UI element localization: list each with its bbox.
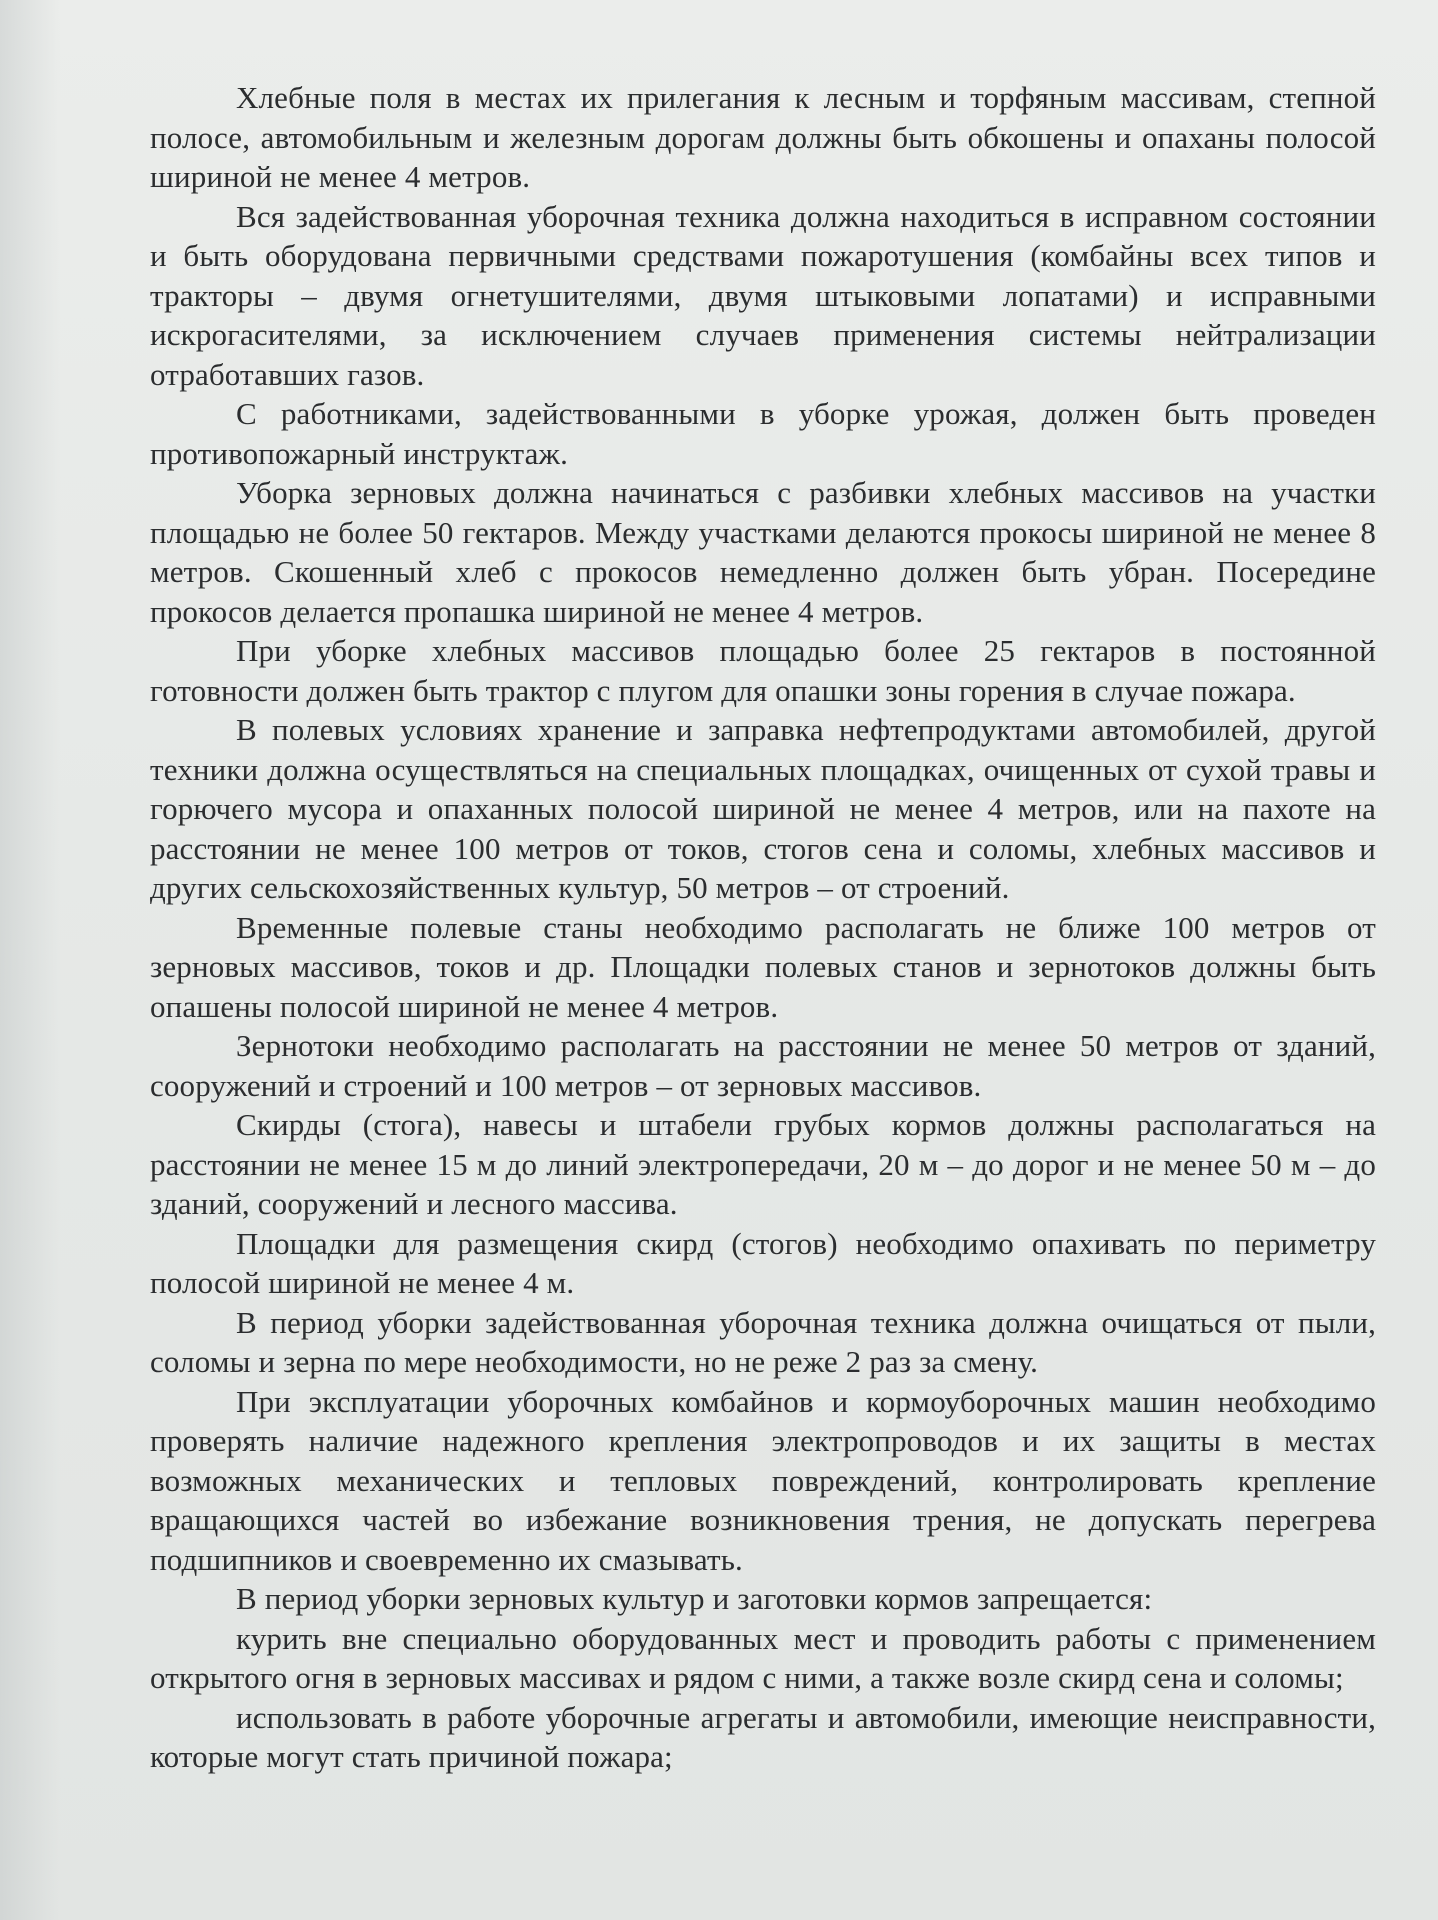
paragraph-field-camps: Временные полевые станы необходимо располагать не ближе 100 метров от зерновых массивов, токов и др. Площадки полевых станов и зернотоков должны быть опашены полосой шириной не менее 4 метров. (150, 909, 1376, 1024)
paragraph-stack-sites: Площадки для размещения скирд (стогов) необходимо опахивать по периметру полосой шириной не менее 4 м. (150, 1225, 1376, 1300)
paragraph-grain-floors: Зернотоки необходимо располагать на расстоянии не менее 50 метров от зданий, сооружений и строений и 100 метров – от зерновых массивов. (150, 1028, 1376, 1103)
paragraph-no-smoking: курить вне специально оборудованных мест и проводить работы с применением открытого огня в зерновых массивах и рядом с ними, а также возле скирд сена и соломы; (150, 1620, 1376, 1695)
paragraph-equipment-readiness: Вся задействованная уборочная техника должна находиться в исправном состоянии и быть оборудована первичными средствами пожаротушения (комбайны всех типов и тракторы – двумя огнетушителями, двумя штыковыми лопатами) и исправными искрогасителями, за исключением случаев применения системы нейтрализации отработавших газов. (150, 198, 1376, 392)
paragraph-equipment-cleaning: В период уборки задействованная уборочная техника должна очищаться от пыли, соломы и зерна по мере необходимости, но не реже 2 раз за смену. (150, 1304, 1376, 1379)
paragraph-field-mowing: Хлебные поля в местах их прилегания к лесным и торфяным массивам, степной полосе, автомобильным и железным дорогам должны быть обкошены и опаханы полосой шириной не менее 4 метров. (150, 80, 1376, 194)
page-edge-shadow (0, 0, 60, 1920)
paragraph-combine-operation: При эксплуатации уборочных комбайнов и кормоуборочных машин необходимо проверять наличие надежного крепления электропроводов и их защиты в местах возможных механических и тепловых повреждений, контролировать крепление вращающихся частей во избежание возникновения трения, не допускать перегрева подшипников и своевременно их смазывать. (150, 1383, 1376, 1577)
paragraph-faulty-machines: использовать в работе уборочные агрегаты и автомобили, имеющие неисправности, которые могут стать причиной пожара; (150, 1699, 1376, 1774)
paragraph-haystacks: Скирды (стога), навесы и штабели грубых кормов должны располагаться на расстоянии не менее 15 м до линий электропередачи, 20 м – до дорог и не менее 50 м – до зданий, сооружений и лесного массива. (150, 1107, 1376, 1221)
paragraph-fuel-storage: В полевых условиях хранение и заправка нефтепродуктами автомобилей, другой техники должна осуществляться на специальных площадках, очищенных от сухой травы и горючего мусора и опаханных полосой шириной не менее 4 метров, или на пахоте на расстоянии не менее 100 метров от токов, стогов сена и соломы, хлебных массивов и других сельскохозяйственных культур, 50 метров – от строений. (150, 712, 1376, 905)
paragraph-fire-briefing: С работниками, задействованными в уборке урожая, должен быть проведен противопожарный инструктаж. (150, 396, 1376, 471)
document-body (150, 78, 1376, 1777)
paragraph-tractor-plough: При уборке хлебных массивов площадью более 25 гектаров в постоянной готовности должен быть трактор с плугом для опашки зоны горения в случае пожара. (150, 633, 1376, 708)
paragraph-harvest-plots: Уборка зерновых должна начинаться с разбивки хлебных массивов на участки площадью не более 50 гектаров. Между участками делаются прокосы шириной не менее 8 метров. Скошенный хлеб с прокосов немедленно должен быть убран. Посередине прокосов делается пропашка шириной не менее 4 метров. (150, 475, 1376, 629)
paragraph-prohibitions-heading: В период уборки зерновых культур и заготовки кормов запрещается: (236, 1581, 1153, 1616)
